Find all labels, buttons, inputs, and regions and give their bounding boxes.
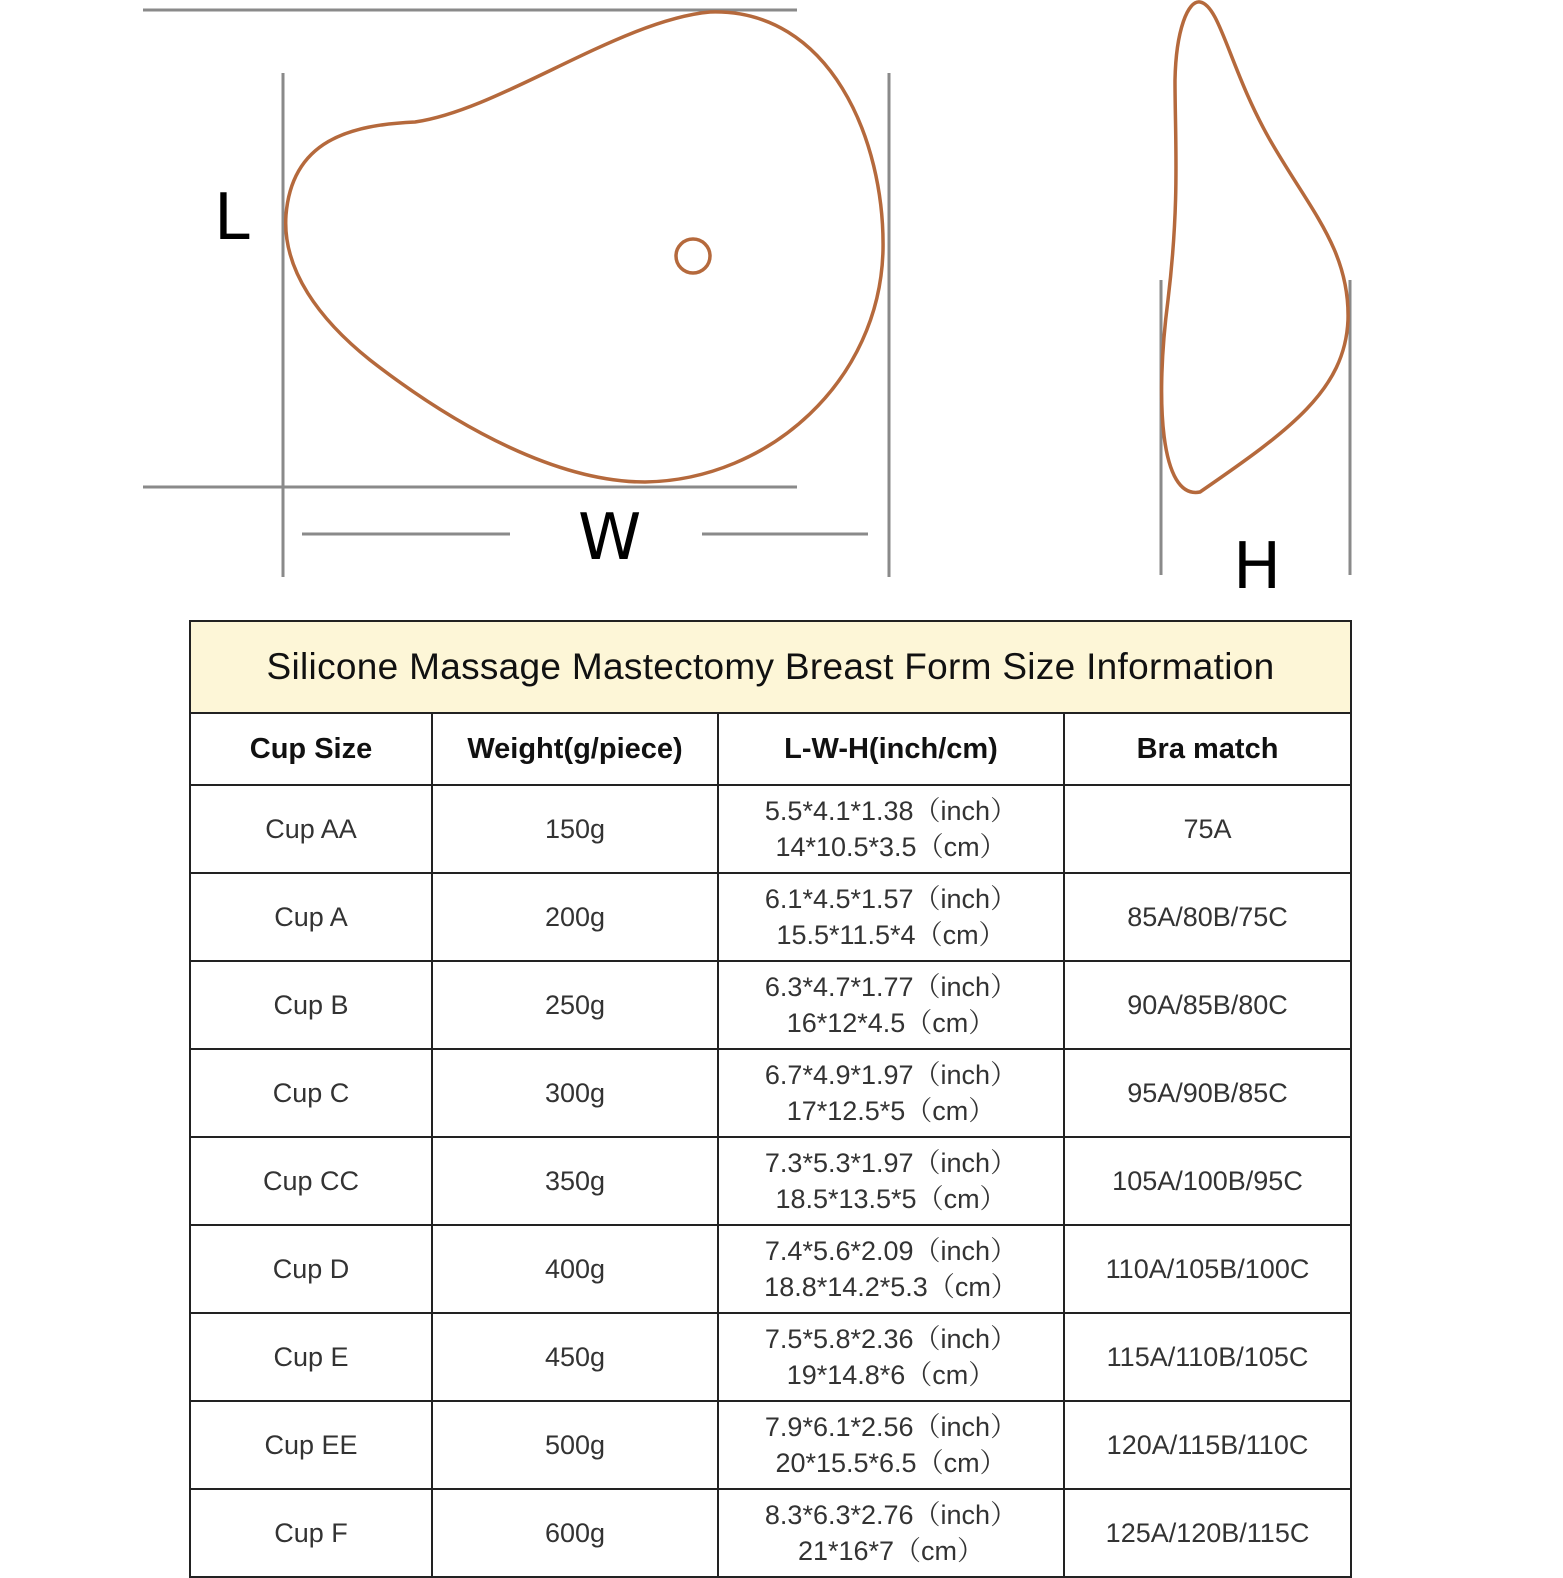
table-row [190,1313,1351,1401]
dimensions-cell [718,1401,1064,1489]
dimensions-cell [718,1137,1064,1225]
breast-form-front-outline [286,12,883,482]
weight-cell: 200g [432,873,718,961]
dimensions-cell [718,961,1064,1049]
weight-cell: 300g [432,1049,718,1137]
height-label: H [1233,530,1282,604]
weight-cell: 500g [432,1401,718,1489]
bra-match-cell: 95A/90B/85C [1064,1049,1351,1137]
dimensions-cell [718,1225,1064,1313]
cup-size-cell: Cup C [190,1049,432,1137]
table-title: Silicone Massage Mastectomy Breast Form Size Information [190,621,1351,713]
weight-cell: 600g [432,1489,718,1577]
dimensions-cm: 16*12*4.5（cm） [786,1008,996,1038]
length-label: L [214,181,250,255]
bra-match-cell: 105A/100B/95C [1064,1137,1351,1225]
dimensions-inch: 7.3*5.3*1.97（inch） [764,1148,1018,1178]
breast-form-side-outline [1162,2,1348,493]
size-table [189,620,1352,1578]
cup-size-cell: Cup B [190,961,432,1049]
table-row [190,785,1351,873]
bra-match-cell: 85A/80B/75C [1064,873,1351,961]
dimensions-inch: 7.5*5.8*2.36（inch） [764,1324,1018,1354]
dimensions-cm: 17*12.5*5（cm） [786,1096,996,1126]
bra-match-cell: 110A/105B/100C [1064,1225,1351,1313]
table-row [190,1489,1351,1577]
dimensions-cm: 21*16*7（cm） [797,1536,985,1566]
header-cup-size: Cup Size [190,713,432,785]
header-dimensions: L-W-H(inch/cm) [718,713,1064,785]
dimensions-cell [718,873,1064,961]
weight-cell: 450g [432,1313,718,1401]
dimensions-cm: 15.5*11.5*4（cm） [776,920,1006,950]
cup-size-cell: Cup D [190,1225,432,1313]
table-row [190,1401,1351,1489]
bra-match-cell: 90A/85B/80C [1064,961,1351,1049]
table-row [190,873,1351,961]
table-row [190,961,1351,1049]
dimensions-cm: 19*14.8*6（cm） [786,1360,996,1390]
cup-size-cell: Cup CC [190,1137,432,1225]
bra-match-cell: 120A/115B/110C [1064,1401,1351,1489]
cup-size-cell: Cup AA [190,785,432,873]
cup-size-cell: Cup A [190,873,432,961]
weight-cell: 250g [432,961,718,1049]
table-header-row [190,713,1351,785]
dimensions-inch: 7.9*6.1*2.56（inch） [764,1412,1018,1442]
dimensions-inch: 7.4*5.6*2.09（inch） [764,1236,1018,1266]
cup-size-cell: Cup EE [190,1401,432,1489]
weight-cell: 150g [432,785,718,873]
bra-match-cell: 115A/110B/105C [1064,1313,1351,1401]
width-label: W [578,501,642,575]
bra-match-cell: 75A [1064,785,1351,873]
nipple-marker [676,239,710,273]
dimensions-inch: 6.3*4.7*1.77（inch） [764,972,1018,1002]
weight-cell: 350g [432,1137,718,1225]
dimensions-inch: 6.1*4.5*1.57（inch） [764,884,1018,914]
dimensions-cm: 14*10.5*3.5（cm） [775,832,1007,862]
dimensions-inch: 6.7*4.9*1.97（inch） [764,1060,1018,1090]
cup-size-cell: Cup E [190,1313,432,1401]
cup-size-cell: Cup F [190,1489,432,1577]
dimensions-cm: 20*15.5*6.5（cm） [775,1448,1007,1478]
dimensions-cm: 18.8*14.2*5.3（cm） [764,1272,1018,1302]
dimensions-cell [718,785,1064,873]
dimensions-inch: 8.3*6.3*2.76（inch） [764,1500,1018,1530]
dimensions-cell [718,1313,1064,1401]
dimensions-cm: 18.5*13.5*5（cm） [775,1184,1007,1214]
table-row [190,1225,1351,1313]
header-weight: Weight(g/piece) [432,713,718,785]
table-row [190,1137,1351,1225]
dimensions-cell [718,1489,1064,1577]
dimension-diagram [0,0,1563,620]
bra-match-cell: 125A/120B/115C [1064,1489,1351,1577]
header-bra-match: Bra match [1064,713,1351,785]
table-row [190,1049,1351,1137]
dimensions-inch: 5.5*4.1*1.38（inch） [764,796,1018,826]
weight-cell: 400g [432,1225,718,1313]
dimensions-cell [718,1049,1064,1137]
